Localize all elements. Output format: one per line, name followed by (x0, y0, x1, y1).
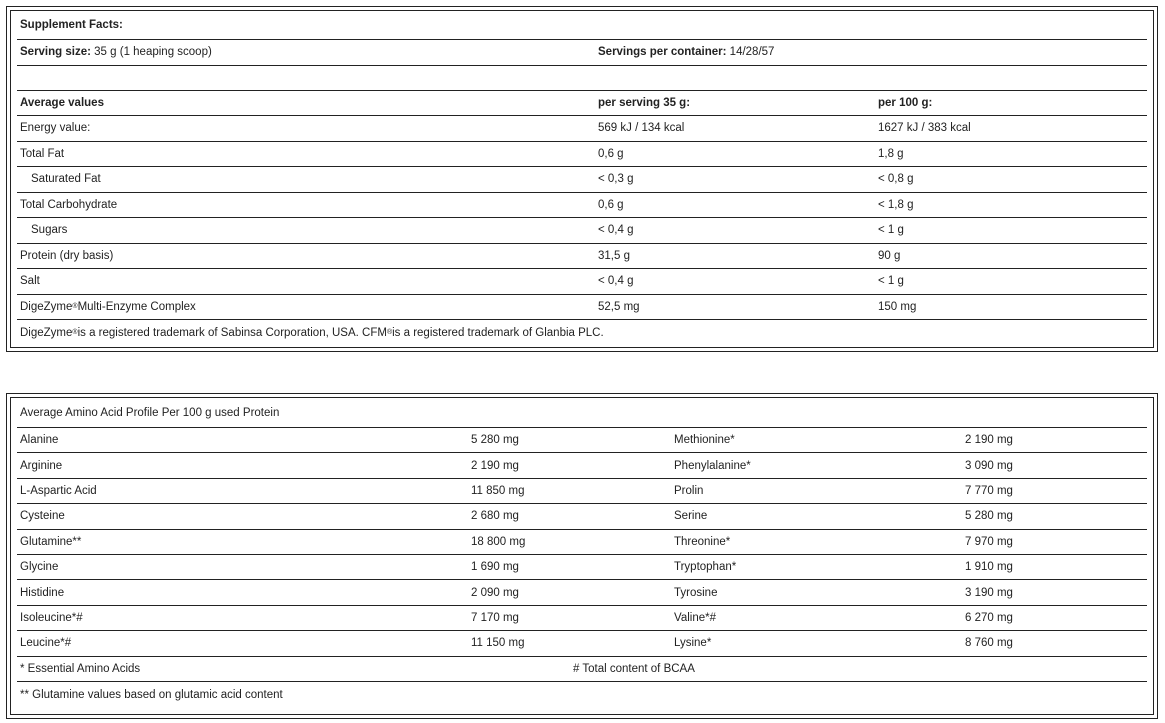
amino-acid-name: Glycine (20, 561, 59, 574)
nutrient-per-100g: 90 g (878, 249, 901, 262)
amino-acid-name: Tryptophan* (674, 561, 737, 574)
supplement-facts-title-row (17, 11, 1147, 40)
amino-acid-panel (6, 393, 1158, 719)
amino-acid-value: 1 690 mg (471, 561, 519, 574)
nutrient-per-100g: < 0,8 g (878, 173, 914, 186)
amino-acid-name: Prolin (674, 484, 704, 497)
amino-acid-name: Valine*# (674, 611, 716, 624)
nutrition-row (17, 116, 1147, 142)
amino-acid-name: Isoleucine*# (20, 611, 83, 624)
amino-acid-value: 5 280 mg (471, 434, 519, 447)
amino-acid-name: Lysine* (674, 637, 712, 650)
amino-acid-row (17, 580, 1147, 605)
amino-acid-title: Average Amino Acid Profile Per 100 g used Protein (20, 406, 280, 419)
amino-acid-row (17, 606, 1147, 631)
amino-acid-table (17, 398, 1147, 707)
nutrient-per-serving: 0,6 g (598, 147, 624, 160)
nutrition-row (17, 218, 1147, 244)
nutrient-name: Energy value: (20, 122, 91, 135)
amino-acid-row (17, 555, 1147, 580)
nutrient-per-serving: 52,5 mg (598, 300, 640, 313)
nutrient-per-100g: < 1 g (878, 275, 904, 288)
nutrient-name: Total Carbohydrate (20, 198, 118, 211)
footnote-row-1 (17, 657, 1147, 682)
footnote-glutamine: ** Glutamine values based on glutamic acid content (20, 688, 283, 701)
amino-acid-value: 2 190 mg (471, 459, 519, 472)
nutrient-per-100g: 1627 kJ / 383 kcal (878, 122, 971, 135)
supplement-facts-panel (6, 6, 1158, 352)
amino-acid-row (17, 504, 1147, 529)
digezyme-name: DigeZyme (20, 300, 73, 313)
servings-per-container (598, 40, 774, 65)
supplement-facts-title: Supplement Facts: (20, 19, 123, 31)
amino-acid-value: 7 970 mg (965, 535, 1013, 548)
blank-row (17, 66, 1147, 91)
amino-acid-name: Histidine (20, 586, 65, 599)
amino-acid-value: 2 090 mg (471, 586, 519, 599)
amino-acid-value: 11 150 mg (471, 637, 525, 650)
nutrient-name: Saturated Fat (31, 173, 101, 186)
nutrient-per-serving: < 0,3 g (598, 173, 634, 186)
nutrient-name: Total Fat (20, 147, 65, 160)
supplement-facts-table (17, 11, 1147, 346)
footnote-bcaa: # Total content of BCAA (573, 662, 695, 675)
nutrition-row (17, 193, 1147, 219)
amino-acid-value: 11 850 mg (471, 484, 525, 497)
amino-acid-name: Arginine (20, 459, 63, 472)
nutrient-per-serving: 31,5 g (598, 249, 630, 262)
nutrient-per-100g: < 1,8 g (878, 198, 914, 211)
nutrition-row (17, 167, 1147, 193)
footnote-row-2 (17, 682, 1147, 707)
servings-label: Servings per container: (598, 46, 727, 59)
nutrition-row-digezyme (17, 295, 1147, 321)
amino-acid-name: Serine (674, 510, 708, 523)
amino-acid-value: 5 280 mg (965, 510, 1013, 523)
amino-acid-row (17, 631, 1147, 656)
amino-acid-row (17, 530, 1147, 555)
amino-acid-value: 8 760 mg (965, 637, 1013, 650)
amino-acid-name: Threonine* (674, 535, 731, 548)
serving-size-value: 35 g (1 heaping scoop) (94, 46, 212, 59)
nutrient-per-serving: < 0,4 g (598, 275, 634, 288)
nutrient-name: Sugars (31, 224, 68, 237)
header-per-serving: per serving 35 g: (598, 96, 691, 109)
amino-rows (17, 428, 1147, 657)
trademark-row (17, 320, 1147, 346)
footnote-essential: * Essential Amino Acids (20, 662, 141, 675)
nutrient-per-100g: 1,8 g (878, 147, 904, 160)
amino-acid-name: Methionine* (674, 434, 735, 447)
servings-value: 14/28/57 (729, 46, 775, 59)
header-per-100g: per 100 g: (878, 96, 933, 109)
amino-acid-name: Glutamine** (20, 535, 82, 548)
amino-acid-value: 3 090 mg (965, 459, 1013, 472)
trademark-text-1: DigeZyme (20, 326, 73, 339)
nutrition-row (17, 244, 1147, 270)
trademark-text-2: is a registered trademark of Sabinsa Corporation, USA. CFM (77, 326, 387, 339)
amino-acid-value: 6 270 mg (965, 611, 1013, 624)
amino-acid-title-row (17, 398, 1147, 428)
header-average-values: Average values (20, 96, 104, 109)
serving-info-row (17, 40, 1147, 66)
amino-acid-name: Tyrosine (674, 586, 718, 599)
amino-acid-value: 2 190 mg (965, 434, 1013, 447)
amino-acid-value: 2 680 mg (471, 510, 519, 523)
amino-acid-row (17, 479, 1147, 504)
serving-size (20, 40, 212, 65)
nutrient-name: DigeZyme ® Multi-Enzyme Complex (20, 300, 196, 313)
trademark-note: DigeZyme ® is a registered trademark of Sabinsa Corporation, USA. CFM ® is a registered trademark of Glanbia PLC. (20, 326, 604, 339)
nutrition-row (17, 269, 1147, 295)
amino-acid-name: Phenylalanine* (674, 459, 751, 472)
amino-acid-inner-border (10, 397, 1154, 715)
amino-acid-value: 3 190 mg (965, 586, 1013, 599)
nutrient-per-serving: 569 kJ / 134 kcal (598, 122, 685, 135)
nutrition-row (17, 142, 1147, 168)
nutrient-per-100g: < 1 g (878, 224, 904, 237)
nutrient-per-serving: < 0,4 g (598, 224, 634, 237)
digezyme-name-suffix: Multi-Enzyme Complex (77, 300, 196, 313)
amino-acid-value: 1 910 mg (965, 561, 1013, 574)
amino-acid-value: 7 770 mg (965, 484, 1013, 497)
nutrient-per-100g: 150 mg (878, 300, 917, 313)
amino-acid-name: Leucine*# (20, 637, 72, 650)
serving-size-label: Serving size: (20, 46, 91, 59)
amino-acid-value: 18 800 mg (471, 535, 526, 548)
nutrient-per-serving: 0,6 g (598, 198, 624, 211)
amino-acid-row (17, 428, 1147, 453)
amino-acid-name: L-Aspartic Acid (20, 484, 97, 497)
amino-acid-name: Cysteine (20, 510, 65, 523)
nutrient-name: Protein (dry basis) (20, 249, 114, 262)
trademark-text-3: is a registered trademark of Glanbia PLC. (392, 326, 604, 339)
amino-acid-name: Alanine (20, 434, 59, 447)
amino-acid-row (17, 453, 1147, 478)
nutrition-rows (17, 116, 1147, 295)
amino-acid-value: 7 170 mg (471, 611, 519, 624)
nutrition-header-row (17, 91, 1147, 117)
nutrient-name: Salt (20, 275, 40, 288)
supplement-facts-inner-border (10, 10, 1154, 348)
